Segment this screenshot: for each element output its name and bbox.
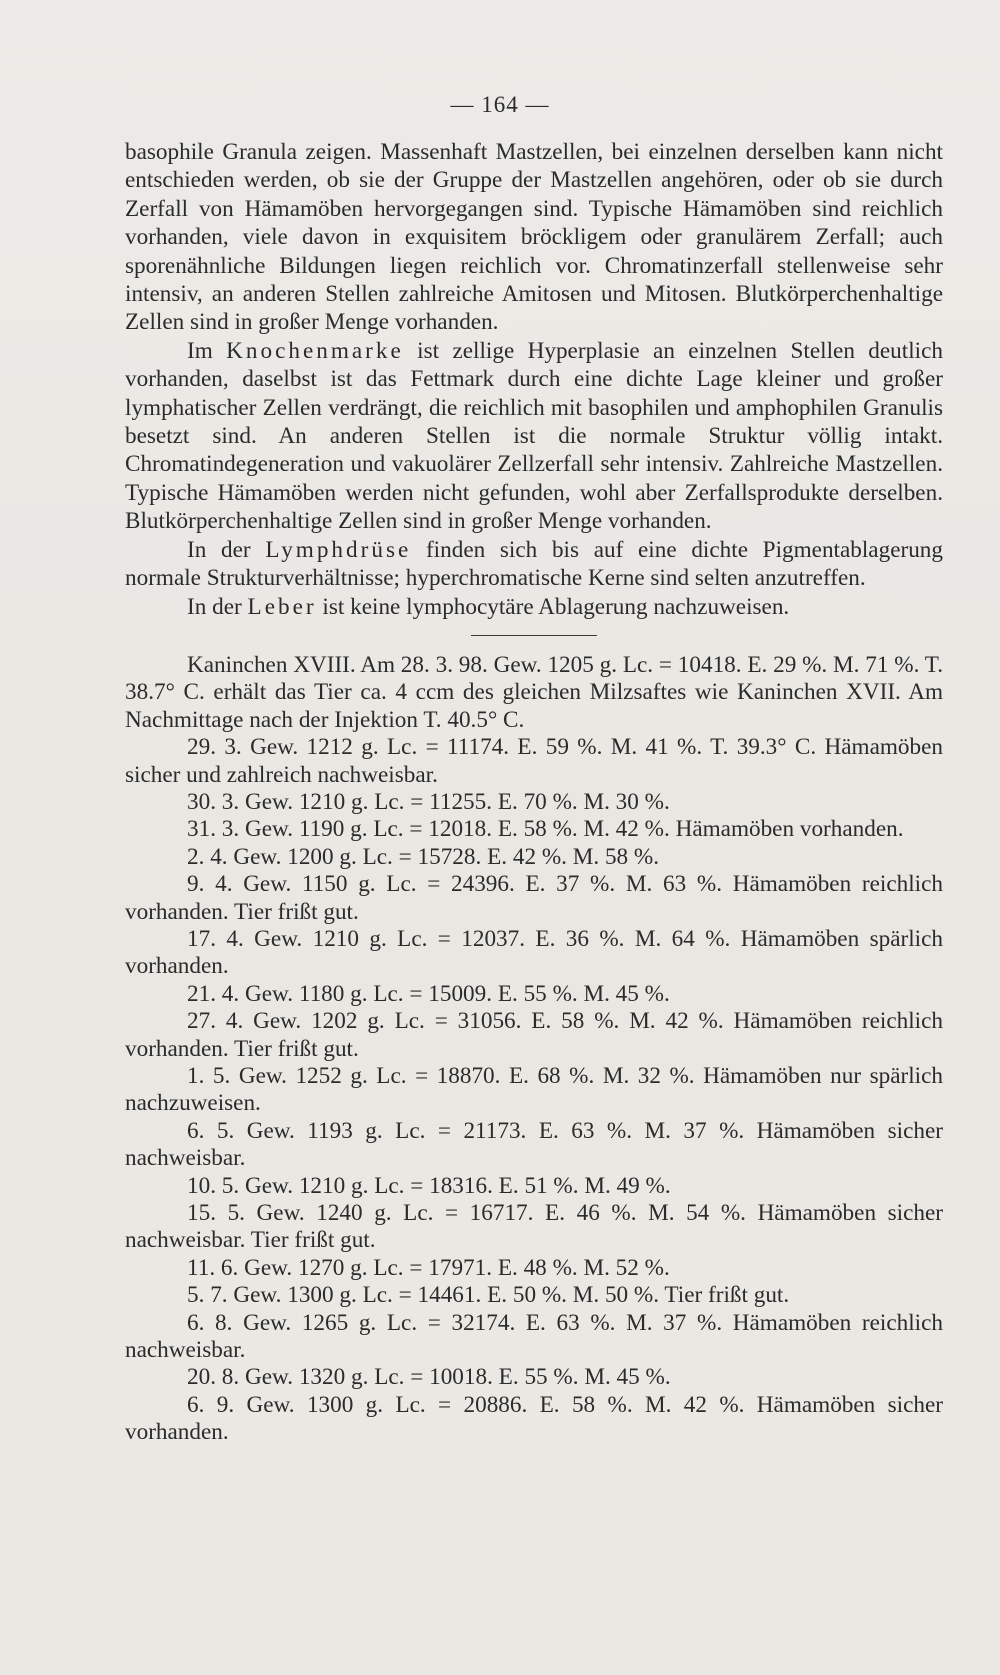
protocol-entry: Kaninchen XVIII. Am 28. 3. 98. Gew. 1205 g. Lc. = 10418. E. 29 %. M. 71 %. T. 38.7° C. erhält das Tier ca. 4 ccm des gleichen Milzsaftes wie Kaninchen XVII. Am Nachmittage nach der Injektion T. 40.5° C. [125,651,943,733]
protocol-entry: 11. 6. Gew. 1270 g. Lc. = 17971. E. 48 %. M. 52 %. [187,1254,670,1281]
term-leber: Leber [247,593,317,620]
paragraph-liver [125,593,943,621]
paragraph-lymph-node [125,536,943,593]
paragraph-spleen-findings: basophile Granula zeigen. Massenhaft Mastzellen, bei einzelnen derselben kann nicht entschieden werden, ob sie der Gruppe der Mastzellen angehören, oder ob sie durch Zerfall von Hämamöben hervorgegangen sind. Typische Hämamöben sind reichlich vorhanden, viele davon in exquisitem bröckligem oder granulärem Zerfall; auch sporenähnliche Bildungen liegen reichlich vor. Chromatinzerfall stellenweise sehr intensiv, an anderen Stellen zahlreiche Amitosen und Mitosen. Blutkörperchenhaltige Zellen sind in großer Menge vorhanden. [125,139,943,336]
protocol-entry: 6. 9. Gew. 1300 g. Lc. = 20886. E. 58 %. M. 42 %. Hämamöben sicher vorhanden. [125,1391,943,1446]
protocol-entry: 17. 4. Gew. 1210 g. Lc. = 12037. E. 36 %. M. 64 %. Hämamöben spärlich vorhanden. [125,925,943,980]
text-body [125,138,943,1447]
protocol-entry: 27. 4. Gew. 1202 g. Lc. = 31056. E. 58 %. M. 42 %. Hämamöben reichlich vorhanden. Tier frißt gut. [125,1008,943,1062]
protocol-entry: 5. 7. Gew. 1300 g. Lc. = 14461. E. 50 %. M. 50 %. Tier frißt gut. [187,1282,790,1309]
paragraph-text: ist zellige Hyperplasie an einzelnen Stellen deutlich vorhanden, daselbst ist das Fettmark durch eine dichte Lage kleiner und großer lymphatischer Zellen verdrängt, die reichlich mit basophilen und amphophilen Granulis besetzt sind. An anderen Stellen ist die normale Struktur völlig intakt. Chromatindegeneration und vakuolärer Zellzerfall sehr intensiv. Zahlreiche Mastzellen. Typische Hämamöben werden nicht gefunden, wohl aber Zerfallsprodukte derselben. Blutkörperchenhaltige Zellen sind in großer Menge vorhanden. [125,337,943,535]
protocol-entry: 10. 5. Gew. 1210 g. Lc. = 18316. E. 51 %. M. 49 %. [187,1172,671,1199]
term-lymphdruese: Lymphdrüse [265,536,412,563]
section-divider [471,635,597,636]
paragraph-bone-marrow [125,337,943,536]
term-knochenmarke: Knochenmarke [226,337,404,364]
page-number: — 164 — [450,92,550,117]
protocol-entry: 15. 5. Gew. 1240 g. Lc. = 16717. E. 46 %. M. 54 %. Hämamöben sicher nachweisbar. Tier frißt gut. [125,1200,943,1254]
protocol-entry: 9. 4. Gew. 1150 g. Lc. = 24396. E. 37 %. M. 63 %. Hämamöben reichlich vorhanden. Tier frißt gut. [125,871,943,925]
protocol-entry: 21. 4. Gew. 1180 g. Lc. = 15009. E. 55 %. M. 45 %. [187,980,670,1007]
paragraph-lead: In der [187,593,248,620]
paragraph-lead: In der [187,536,266,563]
protocol-entry: 1. 5. Gew. 1252 g. Lc. = 18870. E. 68 %. M. 32 %. Hämamöben nur spärlich nachzuweisen. [125,1063,943,1117]
paragraph-text: ist keine lymphocytäre Ablagerung nachzuweisen. [316,593,790,620]
paragraph-text: finden sich bis auf eine dichte Pigmentablagerung normale Strukturverhältnisse; hyperchromatische Kerne sind selten anzutreffen. [125,536,943,592]
protocol-entry: 20. 8. Gew. 1320 g. Lc. = 10018. E. 55 %. M. 45 %. [187,1364,671,1391]
protocol-entry: 30. 3. Gew. 1210 g. Lc. = 11255. E. 70 %. M. 30 %. [187,788,670,815]
paragraph-lead: Im [187,337,227,364]
protocol-entry: 2. 4. Gew. 1200 g. Lc. = 15728. E. 42 %. M. 58 %. [187,843,660,870]
protocol-entry: 31. 3. Gew. 1190 g. Lc. = 12018. E. 58 %. M. 42 %. Hämamöben vorhanden. [187,816,904,843]
protocol-entry: 6. 8. Gew. 1265 g. Lc. = 32174. E. 63 %. M. 37 %. Hämamöben reichlich nachweisbar. [125,1309,943,1364]
protocol-entry: 6. 5. Gew. 1193 g. Lc. = 21173. E. 63 %. M. 37 %. Hämamöben sicher nachweisbar. [125,1117,943,1172]
protocol-log [125,652,943,1447]
protocol-entry: 29. 3. Gew. 1212 g. Lc. = 11174. E. 59 %. M. 41 %. T. 39.3° C. Hämamöben sicher und zahlreich nachweisbar. [125,734,943,788]
